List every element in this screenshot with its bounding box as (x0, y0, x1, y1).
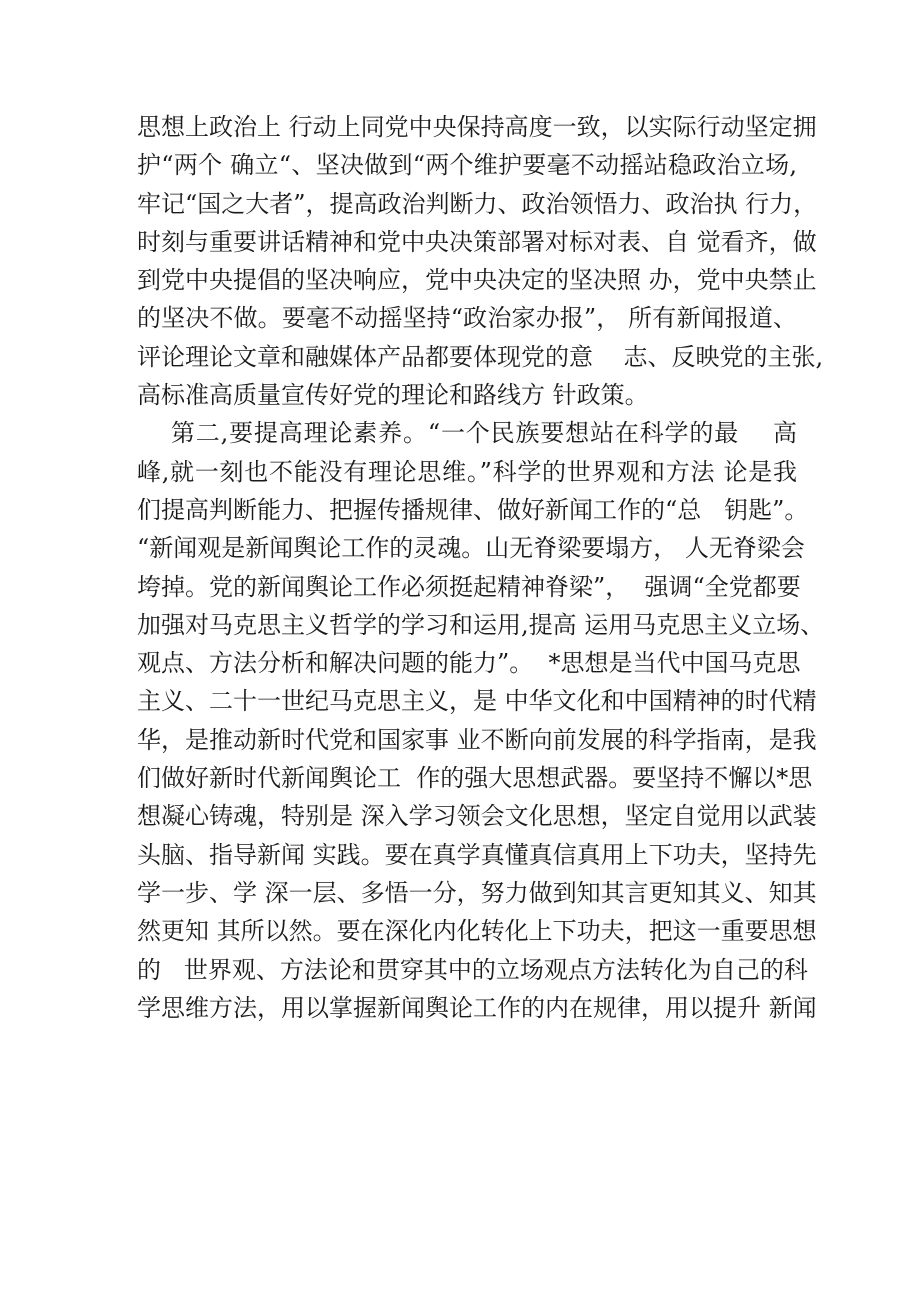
text-line: 华，是推动新时代党和国家事 业不断向前发展的科学指南，是我 (137, 725, 817, 754)
text-line: 峰,就一刻也不能没有理论思维。”科学的世界观和方法 论是我 (137, 457, 797, 486)
text-line: 主义、二十一世纪马克思主义，是 中华文化和中国精神的时代精 (137, 687, 817, 716)
text-line: 然更知 其所以然。要在深化内化转化上下功夫，把这一重要思想 (137, 917, 817, 946)
text-line: 们提高判断能力、把握传播规律、做好新闻工作的“总 钥匙”。 (137, 495, 809, 524)
text-line: 牢记“国之大者”，提高政治判断力、政治领悟力、政治执 行力， (137, 189, 818, 218)
text-line: 的坚决不做。要毫不动摇坚持“政治家办报”， 所有新闻报道、 (137, 304, 797, 333)
text-line: 学一步、学 深一层、多悟一分，努力做到知其言更知其义、知其 (137, 878, 817, 907)
text-line: 想凝心铸魂，特别是 深入学习领会文化思想，坚定自觉用以武装 (137, 802, 817, 831)
text-line: 学思维方法，用以掌握新闻舆论工作的内在规律，用以提升 新闻 (137, 993, 817, 1022)
text-line: “新闻观是新闻舆论工作的灵魂。山无脊梁要塌方， 人无脊梁会 (137, 534, 805, 563)
text-line: 垮掉。党的新闻舆论工作必须挺起精神脊梁”， 强调“全党都要 (137, 572, 801, 601)
text-line: 观点、方法分析和解决问题的能力”。 *思想是当代中国马克思 (137, 649, 801, 678)
text-line: 加强对马克思主义哲学的学习和运用,提高 运用马克思主义立场、 (137, 610, 825, 639)
text-line: 的 世界观、方法论和贯穿其中的立场观点方法转化为自己的科 (137, 955, 808, 984)
text-line: 评论理论文章和融媒体产品都要体现党的意 志、反映党的主张, (137, 342, 824, 371)
body-text (137, 108, 825, 1027)
text-line: 思想上政治上 行动上同党中央保持高度一致，以实际行动坚定拥 (137, 113, 817, 141)
text-line: 们做好新时代新闻舆论工 作的强大思想武器。要坚持不懈以*思 (137, 764, 813, 793)
text-line: 头脑、指导新闻 实践。要在真学真懂真信真用上下功夫，坚持先 (137, 840, 817, 869)
text-line: 高标准高质量宣传好党的理论和路线方 针政策。 (137, 381, 649, 410)
text-line: 第二,要提高理论素养。“一个民族要想站在科学的最 高 (137, 419, 797, 448)
text-line: 护“两个 确立“、坚决做到“两个维护要毫不动摇站稳政治立场, (137, 151, 797, 180)
text-line: 到党中央提倡的坚决响应，党中央决定的坚决照 办，党中央禁止 (137, 266, 817, 295)
text-line: 时刻与重要讲话精神和党中央决策部署对标对表、自 觉看齐，做 (137, 227, 817, 256)
